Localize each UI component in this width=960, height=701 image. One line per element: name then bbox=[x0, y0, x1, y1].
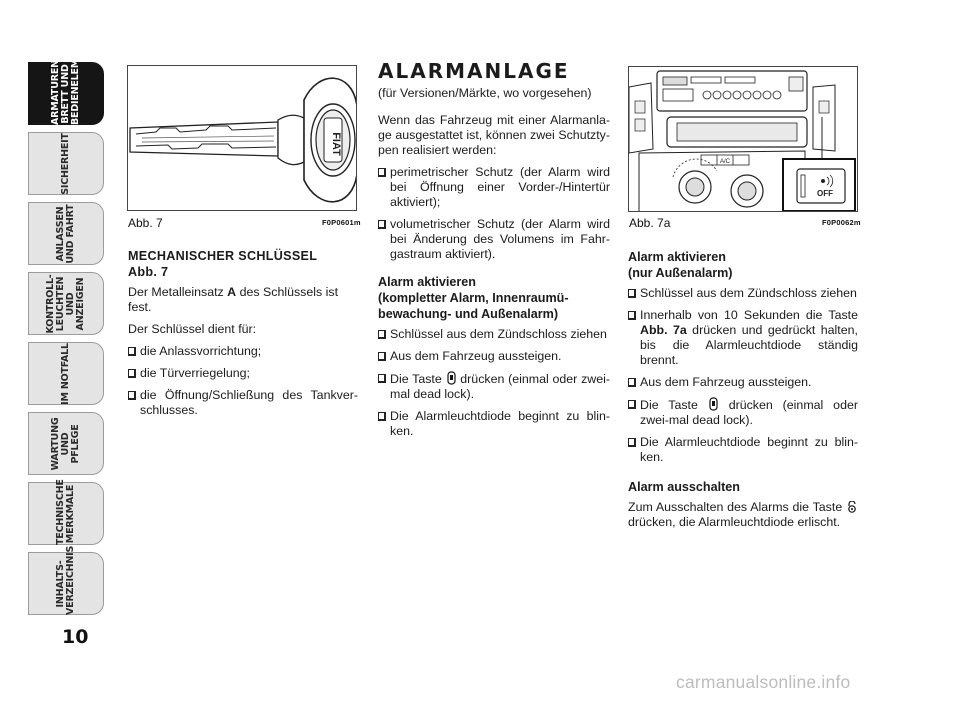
checkbox-bullet-icon bbox=[378, 352, 386, 361]
figure-caption-7a: Abb. 7a bbox=[629, 216, 671, 230]
checkbox-bullet-icon bbox=[628, 311, 636, 320]
checkbox-bullet-icon bbox=[378, 330, 386, 339]
checkbox-bullet-icon bbox=[628, 438, 636, 447]
heading-alarm-ausschalten: Alarm ausschalten bbox=[628, 480, 740, 494]
tab-im-notfall[interactable] bbox=[28, 342, 104, 405]
list-item bbox=[628, 397, 858, 428]
watermark: carmanualsonline.info bbox=[676, 672, 851, 692]
tab-technische-merkmale[interactable] bbox=[28, 478, 104, 545]
tab-sicherheit[interactable] bbox=[28, 132, 104, 195]
tab-label: INHALTS- VERZEICHNIS bbox=[55, 545, 76, 615]
tab-kontrollleuchten[interactable] bbox=[28, 272, 104, 335]
figure-key bbox=[127, 65, 357, 211]
column-right bbox=[628, 249, 858, 537]
lock-key-button-icon bbox=[447, 371, 456, 385]
column-middle bbox=[378, 59, 610, 446]
list-item bbox=[378, 165, 610, 210]
checkbox-bullet-icon bbox=[128, 369, 136, 378]
figure-reference: Abb. 7a bbox=[640, 323, 687, 337]
item-text: Aus dem Fahrzeug aussteigen. bbox=[390, 349, 562, 363]
item-text: drücken (einmal oder zwei-mal dead lock). bbox=[390, 372, 610, 401]
item-text: perimetrischer Schutz (der Alarm wird bei Öffnung einer Vorder-/Hintertür aktiviert); bbox=[390, 165, 610, 209]
item-text: Aus dem Fahrzeug aussteigen. bbox=[640, 375, 812, 389]
checkbox-bullet-icon bbox=[378, 374, 386, 383]
tab-armaturenbrett[interactable] bbox=[28, 31, 104, 125]
text: Zum Ausschalten des Alarms die Taste bbox=[628, 500, 843, 514]
list-item bbox=[628, 286, 858, 301]
chapter-tab-bar bbox=[28, 31, 104, 617]
para-ausschalten bbox=[628, 500, 858, 530]
ac-label: A/C bbox=[719, 159, 731, 165]
checkbox-bullet-icon bbox=[128, 347, 136, 356]
checkbox-bullet-icon bbox=[378, 220, 386, 229]
page-number: 10 bbox=[62, 626, 89, 648]
tab-label: TECHNISCHE MERKMALE bbox=[55, 478, 76, 545]
checkbox-bullet-icon bbox=[628, 400, 636, 409]
list-item bbox=[628, 435, 858, 465]
key-illustration bbox=[128, 66, 357, 211]
list-item bbox=[378, 371, 610, 402]
list-item bbox=[378, 217, 610, 262]
figure-caption-7: Abb. 7 bbox=[128, 216, 163, 230]
list-item bbox=[378, 327, 610, 342]
item-text: Die Taste bbox=[640, 398, 698, 412]
heading-alarm-aktivieren-aussen: Alarm aktivieren (nur Außenalarm) bbox=[628, 250, 733, 280]
heading-mechanischer-schluessel: MECHANISCHER SCHLÜSSEL Abb. 7 bbox=[128, 249, 318, 279]
item-text: Die Alarmleuchtdiode beginnt zu blin-ken. bbox=[640, 435, 858, 464]
list-item bbox=[128, 366, 358, 381]
item-text: Schlüssel aus dem Zündschloss ziehen bbox=[640, 286, 857, 300]
item-text: drücken und gedrückt halten, bis die Alarmleuchtdiode ständig brennt. bbox=[640, 323, 858, 367]
list-item bbox=[378, 409, 610, 439]
label-a: A bbox=[227, 285, 237, 299]
heading-alarm-aktivieren-komplett: Alarm aktivieren (kompletter Alarm, Innenraumü- bewachung- und Außenalarm) bbox=[378, 275, 569, 321]
text: des Schlüssels ist fest. bbox=[128, 285, 339, 314]
figure-dashboard bbox=[628, 66, 858, 212]
column-left bbox=[128, 248, 358, 425]
subtitle-versionen: (für Versionen/Märkte, wo vorgesehen) bbox=[378, 86, 592, 100]
title-alarmanlage: ALARMANLAGE bbox=[378, 59, 570, 83]
list-item bbox=[628, 308, 858, 368]
checkbox-bullet-icon bbox=[628, 289, 636, 298]
fiat-logo-text: FIAT bbox=[330, 132, 342, 156]
tab-label: IM NOTFALL bbox=[60, 342, 71, 405]
checkbox-bullet-icon bbox=[128, 391, 136, 400]
item-text: Die Taste bbox=[390, 372, 442, 386]
checkbox-bullet-icon bbox=[378, 412, 386, 421]
unlock-key-button-icon bbox=[847, 501, 857, 513]
tab-anlassen[interactable] bbox=[28, 202, 104, 265]
item-text: volumetrischer Schutz (der Alarm wird bei Änderung des Volumens im Fahr-gastraum aktiviert). bbox=[390, 217, 610, 261]
tab-inhaltsverzeichnis[interactable] bbox=[28, 545, 104, 615]
figure-code-7: F0P0601m bbox=[322, 218, 361, 227]
off-button-label: OFF bbox=[817, 189, 833, 198]
para-metalleinsatz bbox=[128, 285, 358, 315]
tab-label: SICHERHEIT bbox=[60, 132, 71, 195]
list-item bbox=[128, 388, 358, 418]
figure-code-7a: F0P0062m bbox=[822, 218, 861, 227]
item-text: Schlüssel aus dem Zündschloss ziehen bbox=[390, 327, 607, 341]
lock-key-button-icon bbox=[709, 397, 718, 411]
item-text: die Anlassvorrichtung; bbox=[140, 344, 262, 358]
tab-label: WARTUNG UND PFLEGE bbox=[50, 417, 81, 470]
item-text: die Öffnung/Schließung des Tankver-schlusses. bbox=[140, 388, 358, 417]
item-text: drücken (einmal oder zwei-mal dead lock). bbox=[640, 398, 858, 427]
tab-wartung[interactable] bbox=[28, 412, 104, 475]
dashboard-illustration bbox=[629, 67, 858, 212]
para-schluessel-dient: Der Schlüssel dient für: bbox=[128, 322, 257, 336]
para-intro: Wenn das Fahrzeug mit einer Alarmanla-ge ausgestattet ist, können zwei Schutzty-pen realisiert werden: bbox=[378, 113, 610, 157]
tab-label: ARMATUREN- BRETT UND BEDIENELEMENTE bbox=[50, 31, 81, 125]
item-text: die Türverriegelung; bbox=[140, 366, 250, 380]
list-item bbox=[628, 375, 858, 390]
checkbox-bullet-icon bbox=[378, 168, 386, 177]
tab-label: KONTROLL- LEUCHTEN UND ANZEIGEN bbox=[45, 273, 86, 334]
item-text: Die Alarmleuchtdiode beginnt zu blin-ken. bbox=[390, 409, 610, 438]
tab-label: ANLASSEN UND FAHRT bbox=[55, 203, 76, 264]
item-text: Innerhalb von 10 Sekunden die Taste bbox=[640, 308, 858, 322]
list-item bbox=[378, 349, 610, 364]
checkbox-bullet-icon bbox=[628, 378, 636, 387]
text: drücken, die Alarmleuchtdiode erlischt. bbox=[628, 515, 841, 529]
list-item bbox=[128, 344, 358, 359]
text: Der Metalleinsatz bbox=[128, 285, 228, 299]
